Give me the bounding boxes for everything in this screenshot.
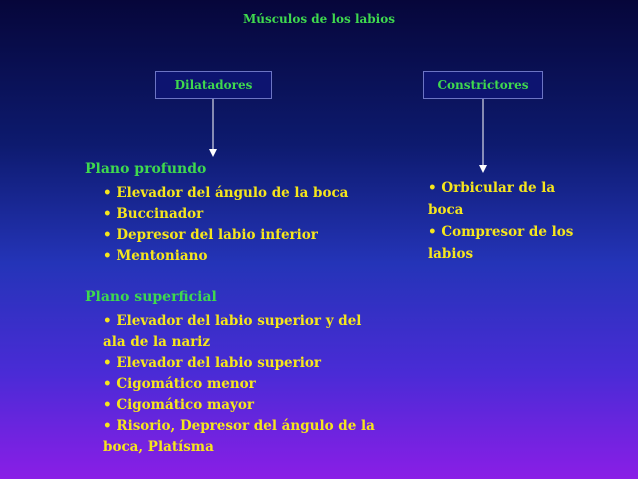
arrow-constrictores-head <box>479 165 487 173</box>
list-item: • Orbicular de la boca <box>428 177 578 221</box>
slide-title: Músculos de los labios <box>242 12 396 26</box>
constrictores-list <box>428 177 578 265</box>
list-item: • Risorio, Depresor del ángulo de la boca, Platísma <box>103 416 378 458</box>
plano-superficial-heading: Plano superficial <box>85 289 217 305</box>
list-item: • Depresor del labio inferior <box>103 225 403 246</box>
list-item: • Elevador del labio superior <box>103 353 378 374</box>
arrow-dilatadores-head <box>209 149 217 157</box>
list-item: • Mentoniano <box>103 246 403 267</box>
list-item: • Compresor de los labios <box>428 221 578 265</box>
list-item: • Cigomático menor <box>103 374 378 395</box>
list-item: • Buccinador <box>103 204 403 225</box>
dilatadores-box: Dilatadores <box>155 71 272 99</box>
plano-superficial-list <box>103 311 378 458</box>
list-item: • Cigomático mayor <box>103 395 378 416</box>
list-item: • Elevador del labio superior y del ala de la nariz <box>103 311 378 353</box>
constrictores-box: Constrictores <box>423 71 543 99</box>
plano-profundo-list <box>103 183 403 267</box>
plano-profundo-heading: Plano profundo <box>85 161 207 177</box>
list-item: • Elevador del ángulo de la boca <box>103 183 403 204</box>
